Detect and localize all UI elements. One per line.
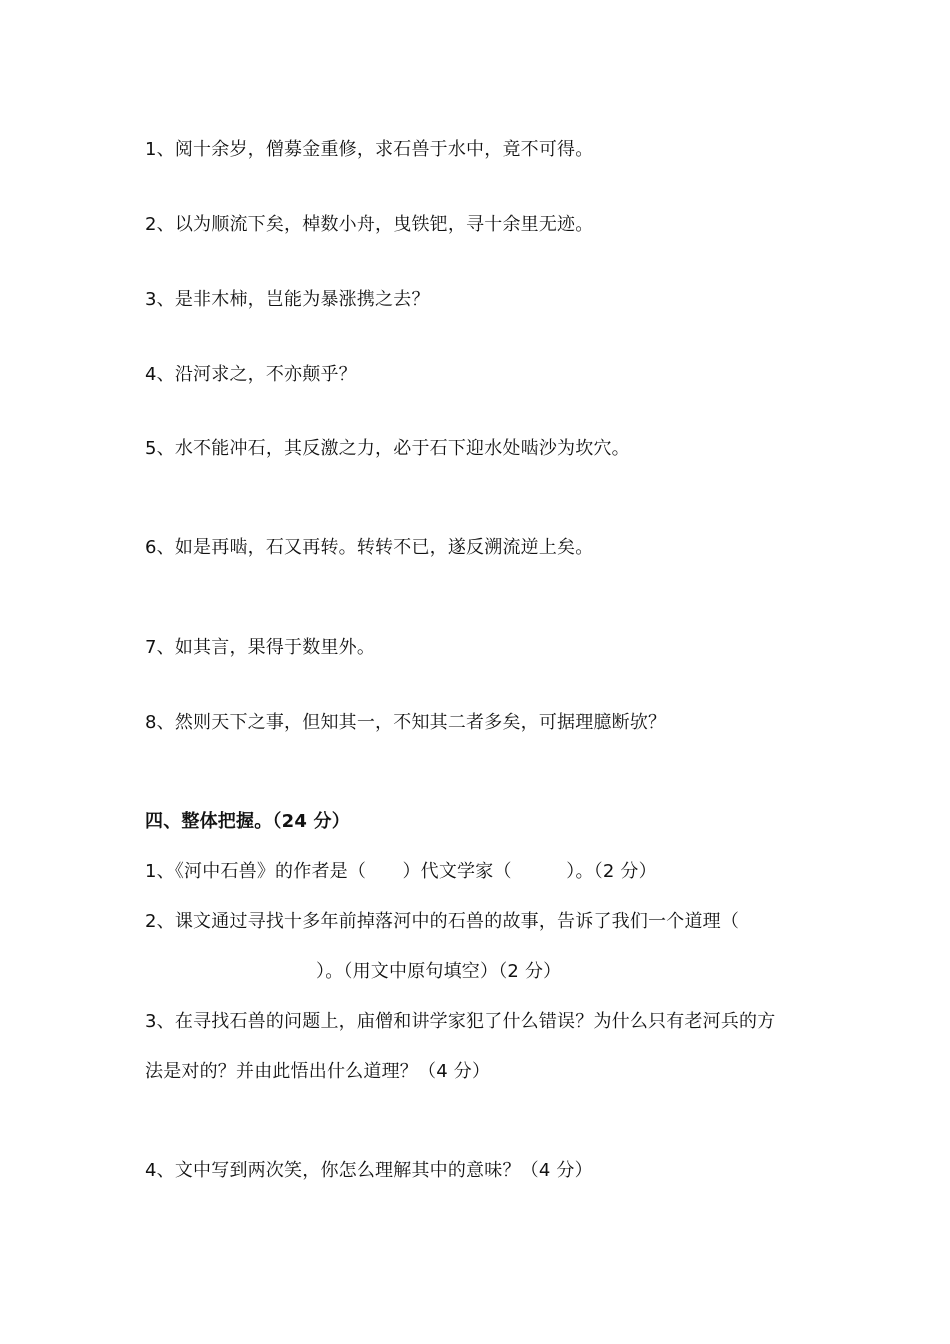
translation-item-2: 2、以为顺流下矣，棹数小舟，曳铁钯，寻十余里无迹。 xyxy=(145,214,594,235)
translation-item-7: 7、如其言，果得于数里外。 xyxy=(145,637,376,658)
translation-item-3: 3、是非木柿，岂能为暴涨携之去？ xyxy=(145,289,430,310)
translation-item-4: 4、沿河求之，不亦颠乎？ xyxy=(145,364,357,385)
question-2-line-2: ）。（用文中原句填空）（2 分） xyxy=(316,961,562,982)
question-1: 1、《河中石兽》的作者是（ ）代文学家（ ）。（2 分） xyxy=(145,861,657,882)
translation-item-1: 1、阅十余岁，僧募金重修，求石兽于水中，竟不可得。 xyxy=(145,139,594,160)
question-4: 4、文中写到两次笑，你怎么理解其中的意味？（4 分） xyxy=(145,1160,593,1181)
translation-item-5: 5、水不能冲石，其反激之力，必于石下迎水处啮沙为坎穴。 xyxy=(145,438,630,459)
translation-item-8: 8、然则天下之事，但知其一，不知其二者多矣，可据理臆断欤？ xyxy=(145,712,667,733)
question-2-line-1: 2、课文通过寻找十多年前掉落河中的石兽的故事，告诉了我们一个道理（ xyxy=(145,911,740,932)
translation-item-6: 6、如是再啮，石又再转。转转不已，遂反溯流逆上矣。 xyxy=(145,537,594,558)
question-3-line-1: 3、在寻找石兽的问题上，庙僧和讲学家犯了什么错误？为什么只有老河兵的方 xyxy=(145,1011,776,1032)
section-heading: 四、整体把握。（24 分） xyxy=(145,811,350,832)
question-3-line-2: 法是对的？并由此悟出什么道理？（4 分） xyxy=(145,1061,491,1082)
